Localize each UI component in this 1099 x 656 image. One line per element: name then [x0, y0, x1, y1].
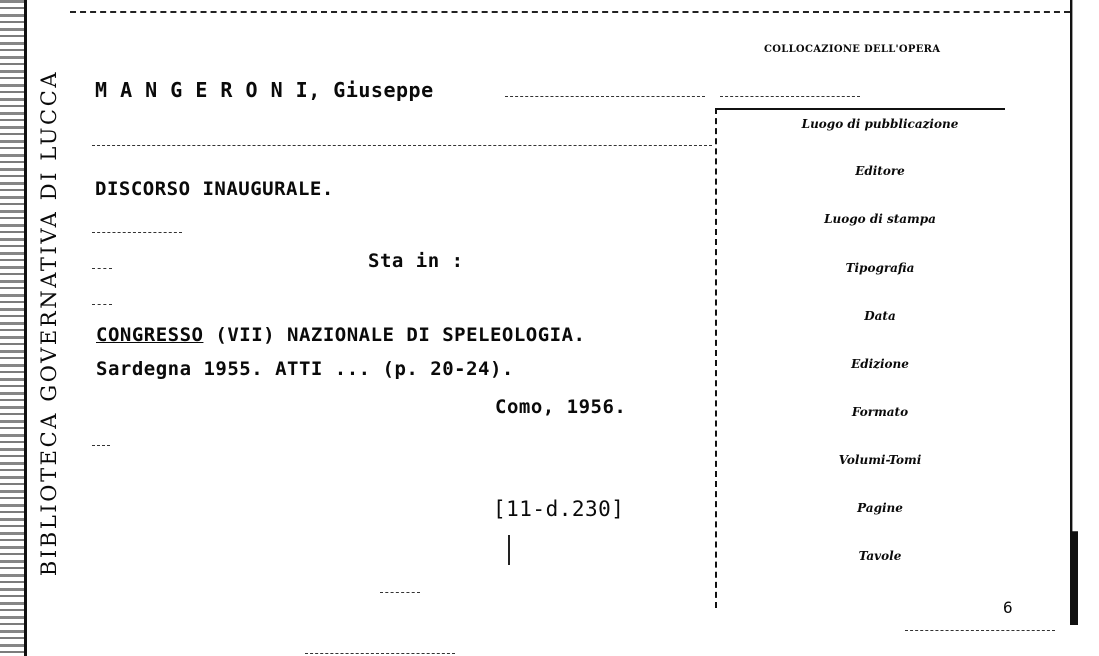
author-rule-2 [720, 96, 860, 97]
field-pagine: Pagine [857, 501, 903, 515]
ruled-line-6 [380, 592, 420, 593]
ruled-line-5 [92, 445, 110, 446]
field-volumi-tomi: Volumi-Tomi [838, 453, 922, 467]
top-border-line [70, 11, 1070, 13]
source-line-2: Sardegna 1955. ATTI ... (p. 20-24). [96, 358, 514, 380]
ruled-line-2 [92, 232, 182, 233]
source-series-rest: (VII) NAZIONALE DI SPELEOLOGIA. [203, 324, 586, 346]
source-line-3: Como, 1956. [495, 396, 627, 418]
field-edizione: Edizione [851, 357, 909, 371]
author-rule [505, 96, 705, 97]
author-line: M A N G E R O N I, Giuseppe [95, 78, 434, 102]
corner-mark: 6 [1003, 598, 1014, 617]
source-series-name: CONGRESSO [96, 324, 204, 346]
shelfmark: [11-d.230] [493, 497, 625, 521]
collocation-box [715, 108, 1075, 608]
field-tavole: Tavole [858, 549, 902, 563]
field-editore: Editore [855, 164, 905, 178]
collocation-box-top [715, 108, 1005, 110]
field-formato: Formato [851, 405, 909, 419]
ruled-line-4 [92, 304, 112, 305]
ruled-line-1 [92, 145, 712, 146]
sta-in-line: Sta in : [368, 250, 464, 272]
bottom-right-rule [905, 630, 1055, 631]
ruled-line-3 [92, 268, 112, 269]
library-side-label: BIBLIOTECA GOVERNATIVA DI LUCCA [37, 69, 61, 577]
field-luogo-pubblicazione: Luogo di pubblicazione [801, 117, 959, 131]
field-tipografia: Tipografia [845, 261, 915, 275]
field-luogo-stampa: Luogo di stampa [824, 212, 936, 226]
pen-stroke [508, 535, 510, 565]
title-line: DISCORSO INAUGURALE. [95, 178, 334, 200]
collocation-header: COLLOCAZIONE DELL'OPERA [764, 44, 941, 55]
collocation-box-border [715, 108, 719, 608]
field-data: Data [864, 309, 896, 323]
source-line-1 [96, 324, 586, 346]
card-left-border [24, 0, 27, 656]
bottom-rule [305, 653, 455, 654]
card-left-edge [0, 0, 24, 656]
